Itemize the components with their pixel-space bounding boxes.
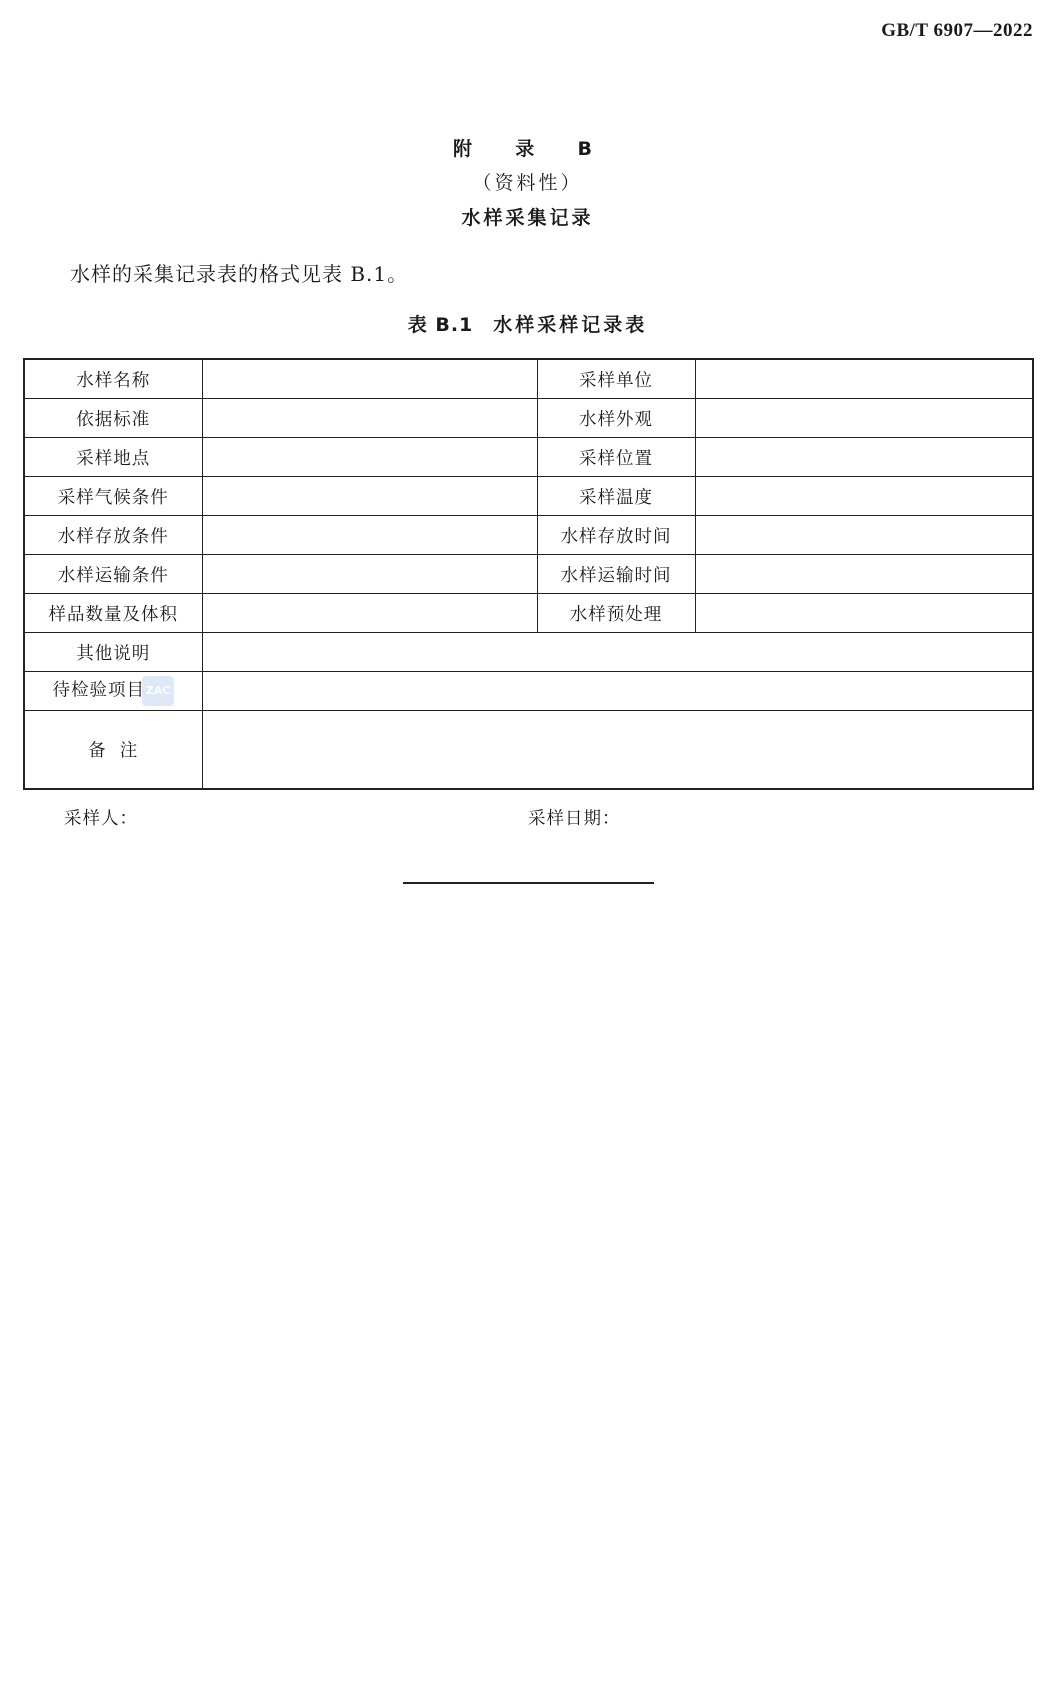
value-cell[interactable] [695, 438, 1033, 477]
value-cell[interactable] [202, 359, 537, 399]
value-cell[interactable] [202, 516, 537, 555]
table-row [24, 672, 1033, 711]
value-cell[interactable] [202, 555, 537, 594]
row-label: 采样单位 [537, 359, 695, 399]
table-caption [0, 310, 1055, 337]
sample-date-label: 采样日期： [528, 809, 621, 829]
remarks-label: 备 注 [24, 711, 202, 790]
other-notes-value[interactable] [202, 633, 1033, 672]
table-caption-number: 表 B.1 [407, 314, 474, 336]
value-cell[interactable] [202, 399, 537, 438]
row-label: 采样气候条件 [24, 477, 202, 516]
table-caption-title: 水样采样记录表 [493, 314, 648, 336]
row-label: 水样存放时间 [537, 516, 695, 555]
table-row [24, 633, 1033, 672]
items-to-test-value[interactable] [202, 672, 1033, 711]
row-label: 采样地点 [24, 438, 202, 477]
end-divider [403, 882, 654, 884]
table-row [24, 516, 1033, 555]
value-cell[interactable] [202, 477, 537, 516]
row-label: 水样预处理 [537, 594, 695, 633]
table-row [24, 711, 1033, 790]
annex-nature: （资料性） [472, 172, 583, 194]
table-row [24, 399, 1033, 438]
value-cell[interactable] [202, 438, 537, 477]
table-row [24, 594, 1033, 633]
standard-code: GB/T 6907—2022 [881, 20, 1033, 41]
row-label: 依据标准 [24, 399, 202, 438]
row-label: 水样运输时间 [537, 555, 695, 594]
value-cell[interactable] [695, 359, 1033, 399]
row-label: 样品数量及体积 [24, 594, 202, 633]
row-label: 水样存放条件 [24, 516, 202, 555]
row-label: 采样位置 [537, 438, 695, 477]
value-cell[interactable] [695, 477, 1033, 516]
sampler-label: 采样人： [64, 809, 138, 829]
annex-name: 水样采集记录 [461, 207, 594, 229]
value-cell[interactable] [695, 399, 1033, 438]
value-cell[interactable] [695, 516, 1033, 555]
value-cell[interactable] [695, 555, 1033, 594]
watermark-logo: ZAC [142, 676, 174, 706]
value-cell[interactable] [695, 594, 1033, 633]
intro-paragraph: 水样的采集记录表的格式见表 B.1。 [70, 262, 409, 286]
sampling-record-table [23, 358, 1034, 790]
row-label: 水样运输条件 [24, 555, 202, 594]
row-label: 水样外观 [537, 399, 695, 438]
table-row [24, 438, 1033, 477]
row-label: 水样名称 [24, 359, 202, 399]
table-row [24, 477, 1033, 516]
other-notes-label: 其他说明 [24, 633, 202, 672]
annex-title: 附 录 B [453, 138, 602, 160]
table-row [24, 555, 1033, 594]
row-label: 采样温度 [537, 477, 695, 516]
table-row [24, 359, 1033, 399]
items-to-test-label: 待检验项目 [52, 680, 145, 701]
remarks-value[interactable] [202, 711, 1033, 790]
value-cell[interactable] [202, 594, 537, 633]
items-to-test-cell [24, 672, 202, 711]
